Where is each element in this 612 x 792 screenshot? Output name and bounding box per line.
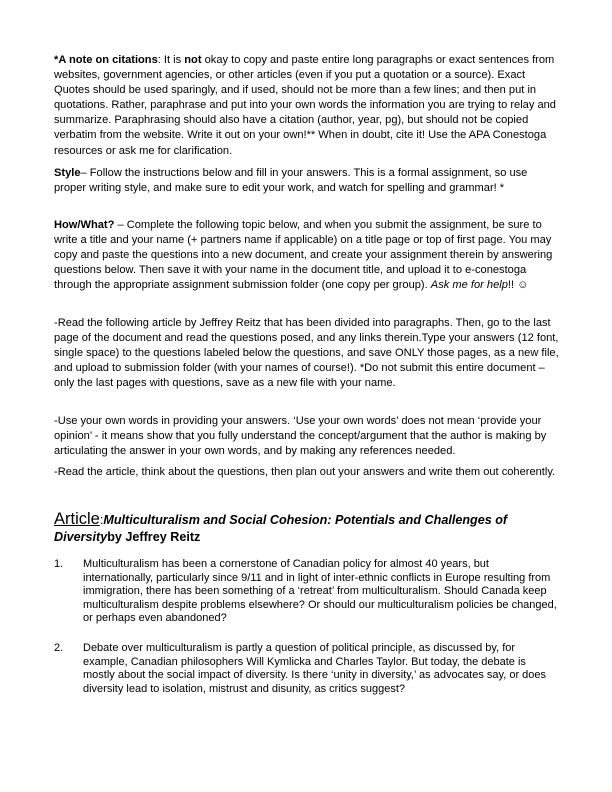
article-label: Article xyxy=(54,510,100,528)
own-words-paragraph: -Use your own words in providing your answers. ‘Use your own words’ does not mean ‘provide your opinion’ - it means show that you fully understand the concept/argument that the author is making by articulating the answer in your own words, and by making any references needed. xyxy=(54,415,547,458)
plan-answers-paragraph: -Read the article, think about the questions, then plan out your answers and write them out coherently. xyxy=(54,466,556,478)
article-colon: : xyxy=(99,513,104,527)
list-item-text: Debate over multiculturalism is partly a question of political principle, as discussed by, for example, Canadian philosophers Will Kymlicka and Charles Taylor. But today, the debate is mostly about the social impact of diversity. Is there ‘unity in diversity,’ as advocates say, or does diversity lead to isolation, mistrust and disunity, as critics suggest? xyxy=(83,642,547,695)
howwhat-paragraph xyxy=(54,218,560,293)
howwhat-end: !! ☺ xyxy=(507,279,529,292)
article-title: Multiculturalism and Social Cohesion: Potentials and Challenges of Diversity xyxy=(54,513,508,544)
ask-help-text: Ask me for help xyxy=(430,279,508,292)
list-item-text: Multiculturalism has been a cornerstone of Canadian policy for almost 40 years, but internationally, particularly since 9/11 and in light of inter-ethnic conflicts in Europe resulting from immigration, there has been something of a ‘retreat’ from multiculturalism. Should Canada keep multiculturalism despite problems elsewhere? Or should our multiculturalism policies be changed, or perhaps even abandoned? xyxy=(83,558,557,625)
read-article-paragraph: -Read the following article by Jeffrey Reitz that has been divided into paragraphs. Then, go to the last page of the document and read the questions posed, and any links therein.Type your answers (12 font, single space) to the questions labeled below the questions, and save ONLY those pages, as a new file, and upload to submission folder (with your names of course!). *Do not submit this entire document – only the last pages with questions, save as a new file with your name. xyxy=(54,317,559,390)
citations-text-1: : It is xyxy=(157,54,185,66)
howwhat-text: – Complete the following topic below, and when you submit the assignment, be sure to write a title and your name (+ partners name if applicable) on a title page or top of first page. You may copy and paste the questions into a new document, and create your assignment therein by answering questions below. Then save it with your name in the document title, and upload it to e-conestoga through the appropriate assignment submission folder (one copy per group). xyxy=(54,219,553,292)
article-heading xyxy=(54,511,564,546)
style-text: – Follow the instructions below and fill in your answers. This is a formal assignment, so use proper writing style, and make sure to edit your work, and watch for spelling and grammar! * xyxy=(54,167,528,195)
list-item-number: 1. xyxy=(54,558,64,570)
citations-paragraph xyxy=(54,53,560,159)
article-author: by Jeffrey Reitz xyxy=(107,530,201,544)
style-paragraph xyxy=(54,166,560,196)
list-item-number: 2. xyxy=(54,642,64,654)
citations-text-2: okay to copy and paste entire long paragraphs or exact sentences from websites, government agencies, or other articles (even if you put a quotation or a source). Exact Quotes should be used sparingly, and if used, should not be more than a few lines; and then put in quotations. Rather, paraphrase and put into your own words the information you are trying to relay and summarize. Paraphrasing should also have a citation (author, year, pg), but should not be copied verbatim from the website. Write it out on your own!** When in doubt, cite it! Use the APA Conestoga resources or ask me for clarification. xyxy=(54,54,556,157)
citations-not: not xyxy=(184,54,202,66)
howwhat-label: How/What? xyxy=(54,219,115,231)
style-label: Style xyxy=(54,167,81,179)
citations-label: *A note on citations xyxy=(54,54,158,66)
